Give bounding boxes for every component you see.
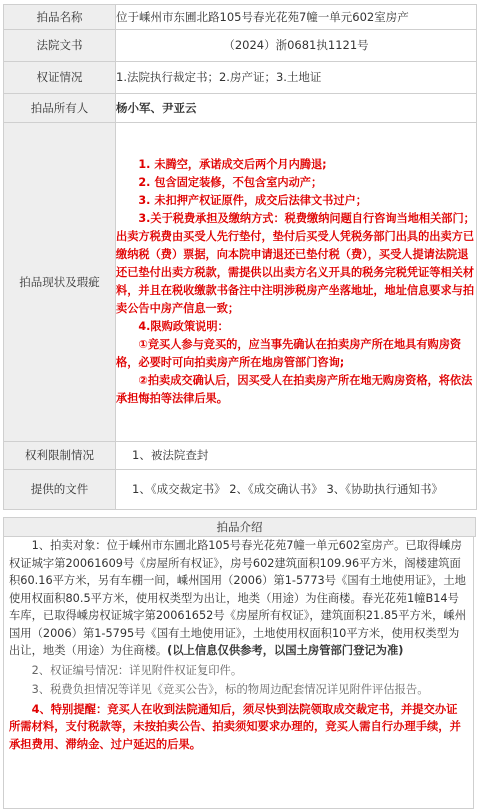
files-label: 提供的文件: [4, 470, 116, 510]
status-line: 1. 未腾空，承诺成交后两个月内腾退;: [138, 158, 327, 171]
item-name-value: 位于嵊州市东圃北路105号春光花苑7幢一单元602室房产: [116, 5, 477, 30]
status-line: ①竞买人参与竞买的，应当事先确认在拍卖房产所在地具有购房资格，必要时可向拍卖房产所在地房管部门咨询;: [116, 338, 462, 369]
rights-label: 权证情况: [4, 62, 116, 94]
intro-title: 拍品介绍: [3, 517, 476, 537]
court-doc-value: （2024）浙0681执1121号: [116, 30, 477, 62]
status-line: 4.限购政策说明：: [138, 320, 229, 333]
files-value: 1、《成交裁定书》 2、《成交确认书》 3、《协助执行通知书》: [116, 470, 477, 510]
status-line: 3. 未扣押产权证原件，成交后法律文书过户；: [138, 194, 367, 207]
intro-paragraph-3: 3、税费负担情况等详见《竞买公告》，标的物周边配套情况详见附件评估报告。: [31, 683, 429, 696]
row-court-doc: [4, 30, 477, 62]
status-line: 2. 包含固定装修，不包含室内动产；: [138, 176, 323, 189]
intro-paragraph-2: 2、权证编号情况：详见附件权证复印件。: [31, 663, 243, 677]
item-name-label: 拍品名称: [4, 5, 116, 30]
status-value: [116, 123, 477, 442]
rights-value: 1.法院执行裁定书；2.房产证；3.土地证: [116, 62, 477, 94]
court-doc-label: 法院文书: [4, 30, 116, 62]
status-text-block: [116, 156, 476, 408]
row-files: [4, 470, 477, 510]
intro-p1-note: (以上信息仅供参考，以国土房管部门登记为准): [167, 644, 404, 657]
owner-label: 拍品所有人: [4, 94, 116, 123]
intro-paragraph-4: [9, 701, 468, 754]
special-reminder-text: 竞买人在收到法院通知后，须尽快到法院领取成交裁定书，并提交办证所需材料，支付税款等，未按拍卖公告、拍卖须知要求办理的，竞买人需自行办理手续，并承担费用、滞纳金、过户延迟的后果。: [9, 702, 461, 751]
special-reminder-label: 4、特别提醒：: [31, 702, 108, 716]
owner-value: 杨小军、尹亚云: [116, 94, 477, 123]
item-info-table: [3, 4, 477, 510]
intro-p1-text: 1、拍卖对象：位于嵊州市东圃北路105号春光花苑7幢一单元602室房产。已取得嵊房权证城字第20061609号《房屋所有权证》，房号602建筑面积109.96平方米，阁楼建筑面积60.16平方米，另有车棚一间，嵊州国用（2006）第1-5773号《国有土地使用证》，土地使用权面积80.5平方米，使用权类型为出让，地类（用途）为住商楼。春光花苑1幢B14号车库，已取得嵊房权证城字第20061652号《房屋所有权证》，建筑面积21.85平方米，嵊州国用（2006）第1-5795号《国有土地使用证》，土地使用权面积10平方米，使用权类型为出让，地类（用途）为住商楼。: [9, 539, 466, 657]
restriction-label: 权利限制情况: [4, 442, 116, 470]
status-line: 3.关于税费承担及缴纳方式：税费缴纳问题自行咨询当地相关部门；出卖方税费由买受人先行垫付，垫付后买受人凭税务部门出具的出卖方已缴纳税（费）票据，向本院申请退还已垫付税（费），买受人提请法院退还已垫付出卖方税款，需提供以出卖方名义开具的税务完税凭证等相关材料，并且在税收缴款书备注中注明涉税房产坐落地址，地址信息要求与拍卖公告中房产信息一致；: [116, 212, 475, 315]
row-item-name: [4, 5, 477, 30]
intro-paragraph-1: [9, 537, 468, 660]
status-line: ②拍卖成交确认后，因买受人在拍卖房产所在地无购房资格，将依法承担悔拍等法律后果。: [116, 374, 473, 405]
status-label: 拍品现状及瑕疵: [4, 123, 116, 442]
row-status: [4, 123, 477, 442]
row-rights: [4, 62, 477, 94]
intro-body: [3, 536, 474, 809]
row-owner: [4, 94, 477, 123]
row-restriction: [4, 442, 477, 470]
restriction-value: 1、被法院查封: [116, 442, 477, 470]
